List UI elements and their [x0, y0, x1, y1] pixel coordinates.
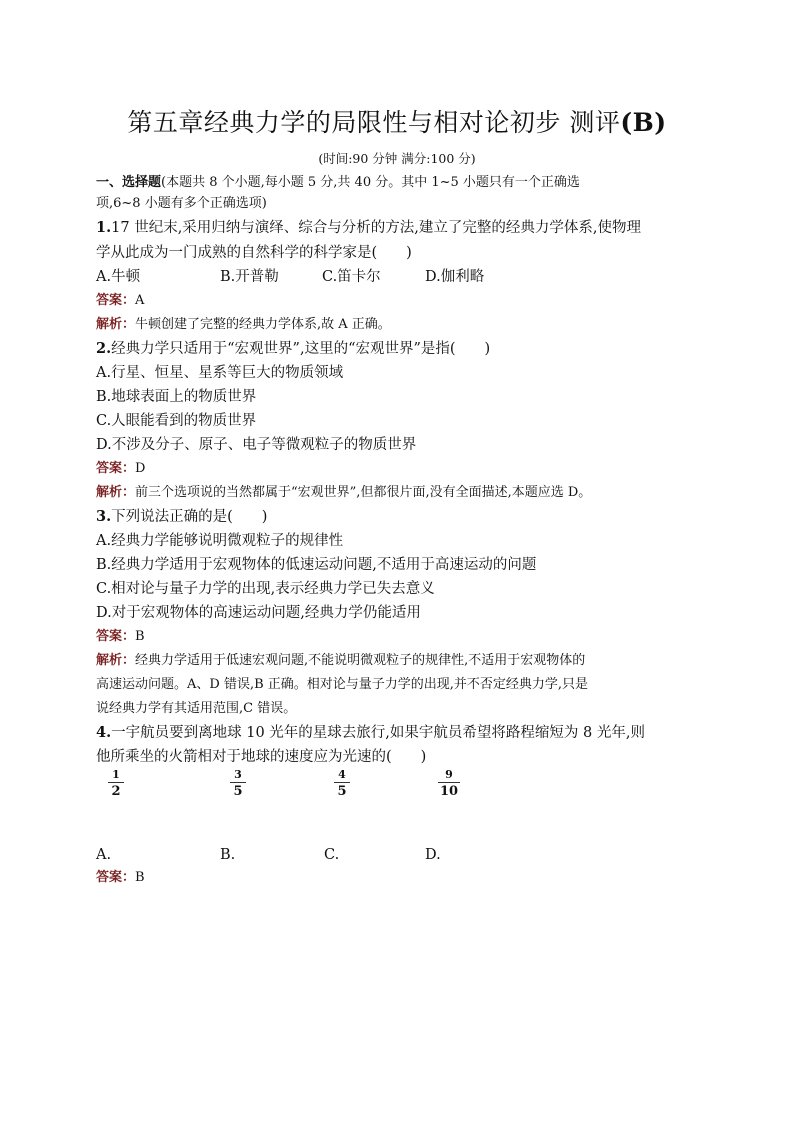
question-3-analysis-2: 高速运动问题。A、D 错误,B 正确。相对论与量子力学的出现,并不否定经典力学,只是 — [96, 677, 589, 692]
question-1-number: 1. — [96, 219, 112, 236]
fraction-bar — [334, 782, 350, 783]
question-2-analysis — [96, 483, 702, 503]
question-3-analysis-1 — [96, 651, 702, 671]
question-2-answer-value: D — [135, 461, 146, 476]
fraction-b-numerator: 3 — [234, 768, 242, 781]
question-3-number: 3. — [96, 508, 112, 525]
question-3-option-b: B.经典力学适用于宏观物体的低速运动问题,不适用于高速运动的问题 — [96, 557, 537, 573]
fraction-option-d — [436, 770, 462, 799]
question-4-option-c: C. — [324, 847, 340, 863]
question-4-option-d: D. — [425, 847, 441, 863]
answer-label: 答案： — [96, 293, 136, 308]
question-3-stem-text: 下列说法正确的是( ) — [111, 509, 268, 525]
question-1-stem-2: 学从此成为一门成熟的自然科学的科学家是( ) — [96, 245, 412, 261]
fraction-c-numerator: 4 — [338, 768, 346, 781]
question-3-option-c: C.相对论与量子力学的出现,表示经典力学已失去意义 — [96, 581, 435, 597]
question-3-option-a: A.经典力学能够说明微观粒子的规律性 — [96, 533, 344, 549]
section-heading-desc-1: (本题共 8 个小题,每小题 5 分,共 40 分。其中 1~5 小题只有一个正确选 — [161, 175, 580, 190]
question-2-option-d: D.不涉及分子、原子、电子等微观粒子的物质世界 — [96, 437, 417, 453]
section-heading-desc-2: 项,6~8 小题有多个正确选项) — [96, 196, 267, 211]
fraction-option-c — [332, 770, 352, 799]
question-2-option-c: C.人眼能看到的物质世界 — [96, 413, 257, 429]
fraction-option-b — [228, 770, 248, 799]
question-2-analysis-text: 前三个选项说的当然都属于“宏观世界”,但都很片面,没有全面描述,本题应选 D。 — [135, 485, 592, 500]
answer-label: 答案： — [96, 629, 136, 644]
question-3-analysis-3: 说经典力学有其适用范围,C 错误。 — [96, 701, 297, 716]
fraction-a-denominator: 2 — [111, 784, 121, 799]
analysis-label: 解析： — [96, 485, 136, 500]
question-2-stem — [96, 339, 702, 359]
fraction-d-numerator: 9 — [445, 768, 453, 781]
section-heading — [96, 173, 702, 193]
question-1-stem-text-1: 17 世纪末,采用归纳与演绎、综合与分析的方法,建立了完整的经典力学体系,使物理 — [111, 220, 642, 236]
question-1-option-a: A.牛顿 — [96, 269, 141, 285]
question-1-option-c: C.笛卡尔 — [322, 269, 381, 285]
section-heading-title: 一、选择题 — [96, 175, 162, 190]
question-4-stem-1 — [96, 723, 702, 743]
fraction-bar — [108, 782, 124, 783]
question-1-analysis — [96, 315, 702, 335]
question-4-stem-text-1: 一宇航员要到离地球 10 光年的星球去旅行,如果宇航员希望将路程缩短为 8 光年,则 — [111, 725, 645, 741]
question-1-analysis-text: 牛顿创建了完整的经典力学体系,故 A 正确。 — [135, 317, 391, 332]
analysis-label: 解析： — [96, 317, 136, 332]
analysis-label: 解析： — [96, 653, 136, 668]
question-1-option-b: B.开普勒 — [220, 269, 279, 285]
fraction-bar — [230, 782, 246, 783]
question-1-answer-value: A — [135, 293, 145, 308]
fraction-c-denominator: 5 — [337, 784, 347, 799]
title-main: 第五章经典力学的局限性与相对论初步 测评 — [127, 108, 621, 137]
fraction-a-numerator: 1 — [112, 768, 120, 781]
question-2-stem-text: 经典力学只适用于“宏观世界”,这里的“宏观世界”是指( ) — [111, 341, 491, 357]
question-1-option-d: D.伽利略 — [425, 269, 485, 285]
question-1-stem-1 — [96, 218, 702, 238]
question-3-option-d: D.对于宏观物体的高速运动问题,经典力学仍能适用 — [96, 605, 421, 621]
question-2-option-a: A.行星、恒星、星系等巨大的物质领域 — [96, 365, 344, 381]
fraction-option-a — [106, 770, 126, 799]
page-title — [0, 103, 794, 139]
answer-label: 答案： — [96, 870, 136, 885]
fraction-bar — [438, 782, 460, 783]
question-2-option-b: B.地球表面上的物质世界 — [96, 389, 257, 405]
question-4-number: 4. — [96, 724, 112, 741]
exam-meta: (时间:90 分钟 满分:100 分) — [318, 151, 476, 166]
question-2-answer — [96, 459, 702, 479]
question-3-answer-value: B — [135, 629, 145, 644]
question-4-option-b: B. — [220, 847, 236, 863]
question-1-answer — [96, 291, 702, 311]
answer-label: 答案： — [96, 461, 136, 476]
fraction-d-denominator: 10 — [439, 784, 459, 799]
question-4-stem-2: 他所乘坐的火箭相对于地球的速度应为光速的( ) — [96, 749, 427, 765]
question-3-stem — [96, 507, 702, 527]
question-2-number: 2. — [96, 340, 112, 357]
question-4-answer — [96, 868, 702, 888]
fraction-b-denominator: 5 — [233, 784, 243, 799]
question-4-option-a: A. — [96, 847, 112, 863]
question-3-answer — [96, 627, 702, 647]
title-suffix: (B) — [620, 108, 667, 137]
question-3-analysis-text-1: 经典力学适用于低速宏观问题,不能说明微观粒子的规律性,不适用于宏观物体的 — [135, 653, 586, 668]
question-4-answer-value: B — [135, 870, 145, 885]
